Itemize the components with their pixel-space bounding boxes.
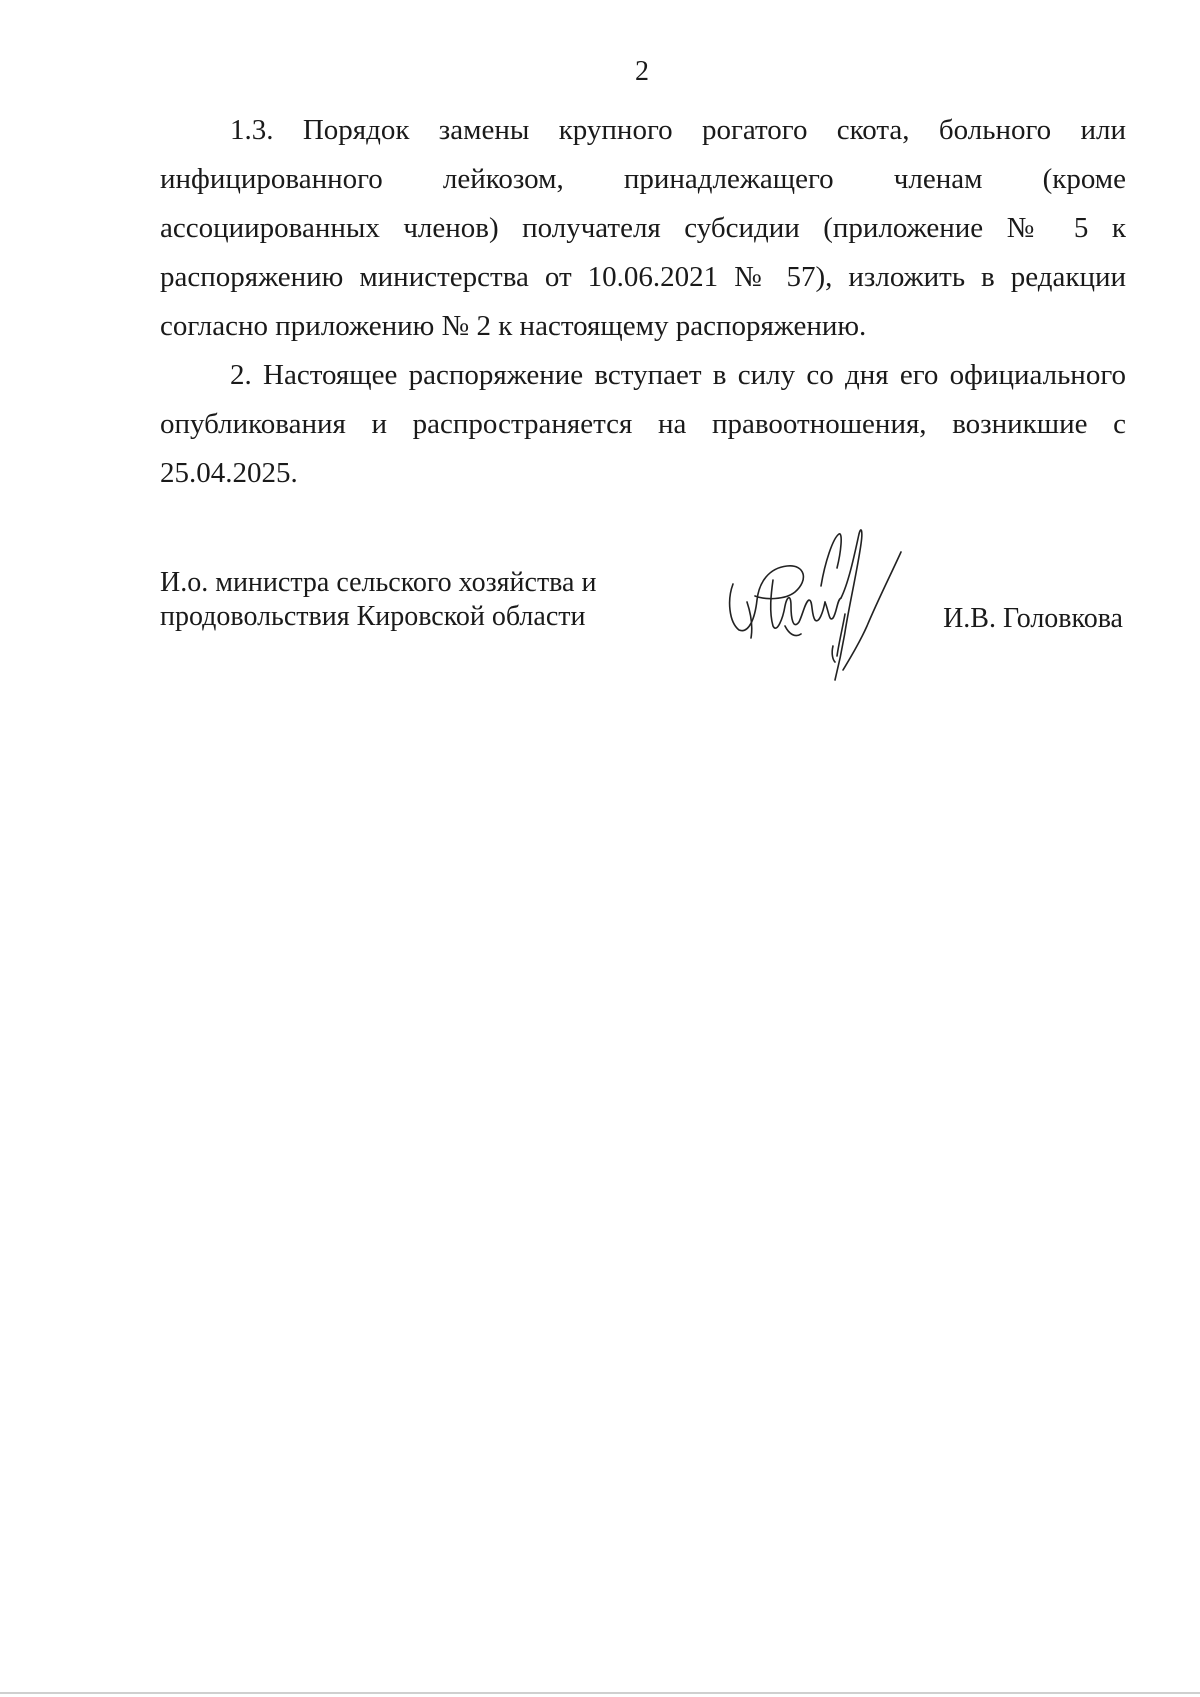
signatory-position-line-2: продовольствия Кировской области xyxy=(160,601,586,632)
paragraph-2: 2. Настоящее распоряжение вступает в силу со дня его официального опубликования и распространяется на правоотношения, возникшие с 25.04.2025. xyxy=(160,359,1126,489)
page-number: 2 xyxy=(635,56,649,87)
signatory-position-line-1: И.о. министра сельского хозяйства и xyxy=(160,567,597,598)
page-bottom-edge xyxy=(0,1692,1200,1694)
signatory-position xyxy=(160,566,660,634)
paragraph-1-3: 1.3. Порядок замены крупного рогатого скота, больного или инфицированного лейкозом, принадлежащего членам (кроме ассоциированных членов) получателя субсидии (приложение № 5 к распоряжению министерства от 10.06.2021 № 57), изложить в редакции согласно приложению № 2 к настоящему распоряжению. xyxy=(160,114,1126,342)
signatory-name: И.В. Головкова xyxy=(943,603,1123,634)
handwritten-signature xyxy=(725,522,905,702)
document-body xyxy=(160,106,1126,498)
